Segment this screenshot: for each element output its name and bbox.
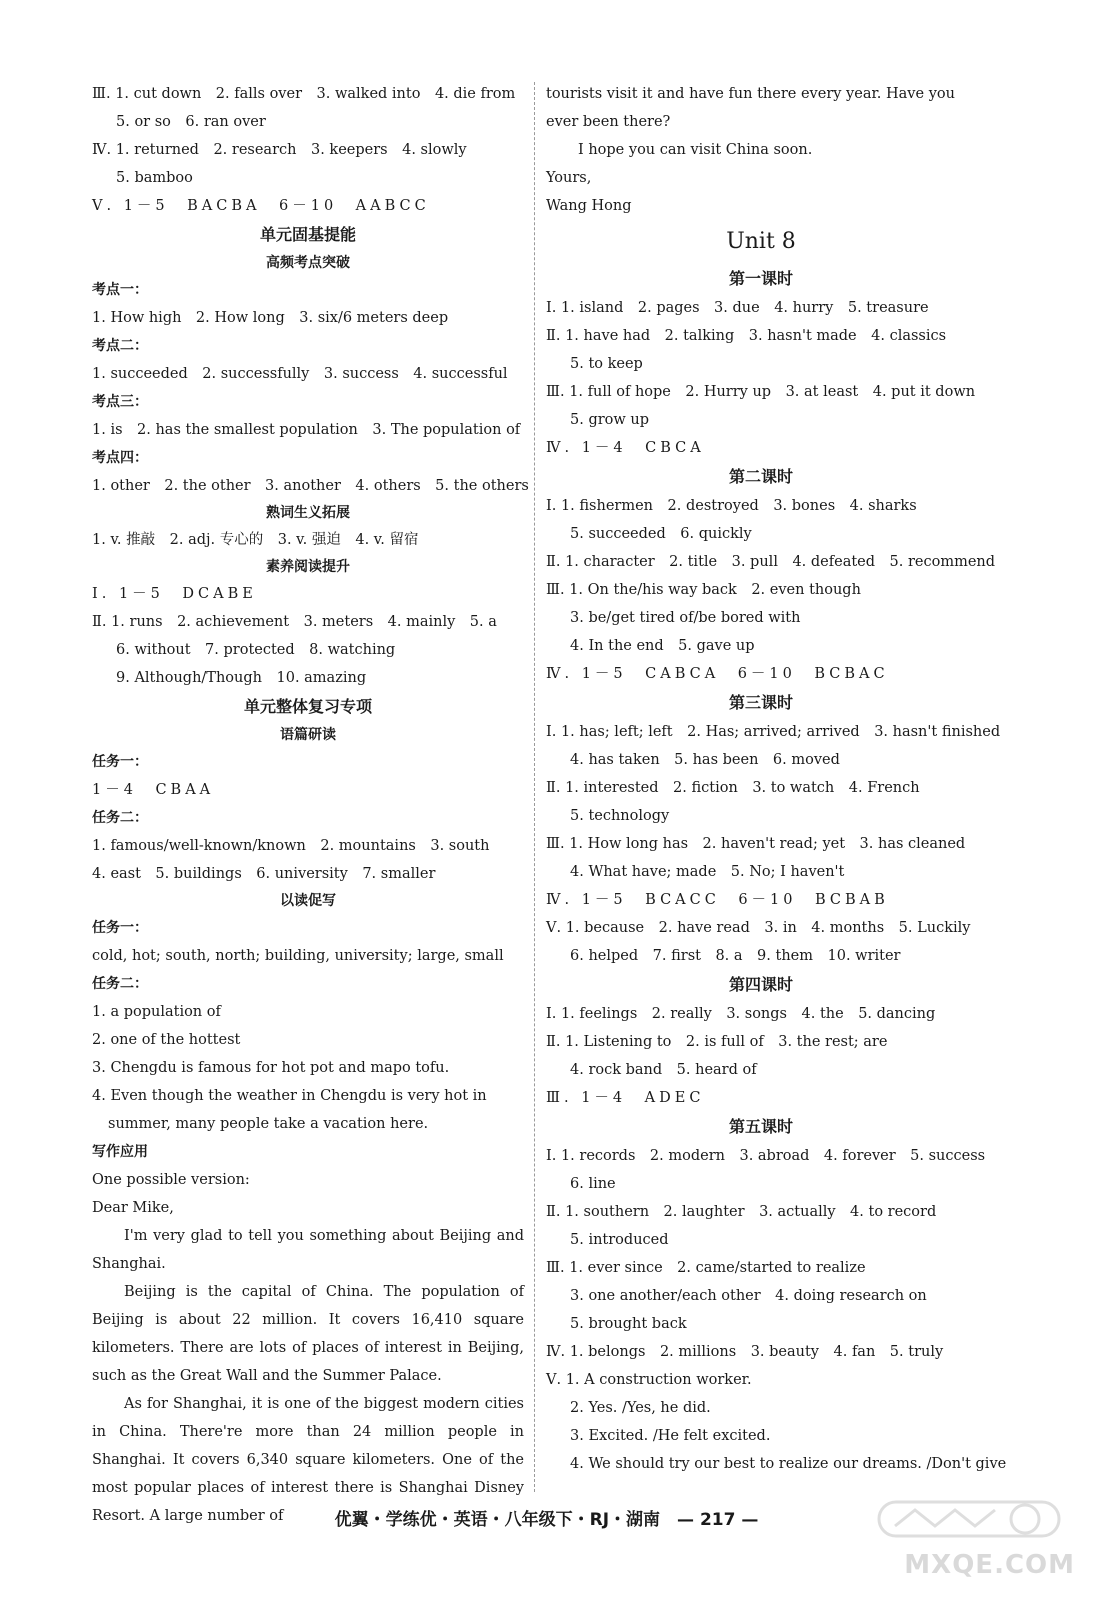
answer-line: 1. famous/well-known/known 2. mountains 3. south — [92, 838, 490, 854]
task-label: 任务一： — [92, 754, 148, 770]
section-heading: 单元固基提能 — [259, 225, 356, 244]
answer-line: 1. other 2. the other 3. another 4. others 5. the others — [92, 478, 529, 494]
answer-line: 6. line — [570, 1176, 616, 1192]
answer-line: 3. one another/each other 4. doing research on — [570, 1288, 927, 1304]
answer-line: 4. What have; made 5. No; I haven't — [570, 864, 845, 880]
answer-line: 3. Excited. /He felt excited. — [570, 1428, 771, 1444]
answer-line: 4. east 5. buildings 6. university 7. smaller — [92, 866, 436, 882]
answer-line: Ⅰ. 1－5 DCABE — [92, 586, 257, 602]
answer-line: Ⅲ. 1. full of hope 2. Hurry up 3. at least 4. put it down — [546, 384, 976, 400]
essay-paragraph: I'm very glad to tell you something about Beijing and Shanghai. — [92, 1228, 524, 1272]
task-label: 任务一： — [92, 920, 148, 936]
answer-line: 5. to keep — [570, 356, 643, 372]
answer-line: 2. Yes. /Yes, he did. — [570, 1400, 711, 1416]
point-label: 考点一： — [92, 282, 148, 298]
essay-paragraph: tourists visit it and have fun there every year. Have you ever been there? — [546, 86, 955, 130]
essay-signature: Wang Hong — [546, 198, 632, 214]
task-label: 任务二： — [92, 810, 148, 826]
answer-line: 1. v. 推敲 2. adj. 专心的 3. v. 强迫 4. v. 留宿 — [92, 532, 419, 548]
answer-line: 5. introduced — [570, 1232, 669, 1248]
answer-line: Ⅱ. 1. have had 2. talking 3. hasn't made 4. classics — [546, 328, 947, 344]
answer-line: 5. succeeded 6. quickly — [570, 526, 752, 542]
answer-line: cold, hot; south, north; building, university; large, small — [92, 948, 504, 964]
unit-title: Unit 8 — [726, 229, 796, 254]
answer-line: 3. be/get tired of/be bored with — [570, 610, 801, 626]
answer-line: 5. bamboo — [116, 170, 193, 186]
left-column — [92, 80, 529, 1530]
answer-line: Ⅲ. 1－4 ADEC — [546, 1090, 705, 1106]
answer-line: 5. brought back — [570, 1316, 687, 1332]
answer-line: Ⅰ. 1. records 2. modern 3. abroad 4. forever 5. success — [546, 1148, 986, 1164]
answer-line: Ⅲ. 1. ever since 2. came/started to realize — [546, 1260, 866, 1276]
answer-line: Ⅱ. 1. character 2. title 3. pull 4. defeated 5. recommend — [546, 554, 996, 570]
answer-line: 4. We should try our best to realize our dreams. /Don't give — [570, 1456, 1007, 1472]
answer-line: Ⅳ. 1. belongs 2. millions 3. beauty 4. fan 5. truly — [546, 1344, 944, 1360]
essay-paragraph: As for Shanghai, it is one of the biggest modern cities in China. There're more than 24 million people in Shanghai. It covers 6,340 square kilometers. One of the most popular places of interest there is Shanghai Disney Resort. A large number of — [92, 1396, 524, 1524]
answer-line: Ⅰ. 1. feelings 2. really 3. songs 4. the 5. dancing — [546, 1006, 936, 1022]
lesson-heading: 第一课时 — [728, 269, 793, 288]
essay-paragraph: I hope you can visit China soon. — [578, 142, 813, 158]
answer-line: Ⅱ. 1. Listening to 2. is full of 3. the rest; are — [546, 1034, 888, 1050]
answer-line: Ⅴ. 1. A construction worker. — [546, 1372, 752, 1388]
section-heading: 单元整体复习专项 — [243, 697, 372, 716]
answer-line: Ⅱ. 1. interested 2. fiction 3. to watch 4. French — [546, 780, 920, 796]
subsection-heading: 熟词生义拓展 — [266, 505, 350, 521]
essay-paragraph: Beijing is the capital of China. The population of Beijing is about 22 million. It covers 16,410 square kilometers. There are lots of places of interest in Beijing, such as the Great Wall and the Summer Palace. — [92, 1284, 524, 1384]
point-label: 考点三： — [92, 394, 148, 410]
answer-line: 4. In the end 5. gave up — [570, 638, 755, 654]
answer-line: Ⅰ. 1. fishermen 2. destroyed 3. bones 4. sharks — [546, 498, 917, 514]
answer-line: Ⅰ. 1. has; left; left 2. Has; arrived; arrived 3. hasn't finished — [546, 724, 1001, 740]
answer-line: 6. helped 7. first 8. a 9. them 10. writer — [570, 948, 901, 964]
subsection-heading: 以读促写 — [280, 893, 336, 909]
answer-line: Ⅱ. 1. southern 2. laughter 3. actually 4. to record — [546, 1204, 937, 1220]
watermark-text: MXQE.COM — [904, 1550, 1075, 1580]
answer-line: 1. a population of — [92, 1004, 221, 1020]
watermark-logo — [865, 1496, 1075, 1580]
page-footer: 优翼・学练优・英语・八年级下・RJ・湖南 — 217 — — [334, 1510, 759, 1530]
answer-line: 9. Although/Though 10. amazing — [116, 670, 367, 686]
column-divider — [534, 82, 535, 1492]
lesson-heading: 第四课时 — [728, 975, 793, 994]
answer-line: 5. grow up — [570, 412, 650, 428]
lesson-heading: 第三课时 — [728, 693, 793, 712]
watermark-badge-icon — [875, 1496, 1065, 1542]
answer-line: 4. Even though the weather in Chengdu is very hot in summer, many people take a vacation here. — [92, 1088, 487, 1132]
answer-line: Ⅳ. 1. returned 2. research 3. keepers 4. slowly — [92, 142, 467, 158]
answer-line: 1－4 CBAA — [92, 782, 215, 798]
answer-line: Ⅲ. 1. cut down 2. falls over 3. walked into 4. die from — [92, 86, 516, 102]
subsection-heading: 语篇研读 — [280, 727, 336, 743]
essay-salutation: Dear Mike, — [92, 1200, 174, 1216]
task-label: 任务二： — [92, 976, 148, 992]
answer-line: Ⅳ. 1－5 BCACC 6－10 BCBAB — [546, 892, 889, 908]
answer-line: Ⅴ. 1－5 BACBA 6－10 AABCC — [92, 198, 430, 214]
answer-line: 3. Chengdu is famous for hot pot and mapo tofu. — [92, 1060, 450, 1076]
essay-closing: Yours, — [546, 170, 592, 186]
subsection-heading: 素养阅读提升 — [266, 559, 350, 575]
point-label: 考点二： — [92, 338, 148, 354]
answer-line: 1. succeeded 2. successfully 3. success 4. successful — [92, 366, 508, 382]
answer-line: Ⅱ. 1. runs 2. achievement 3. meters 4. mainly 5. a — [92, 614, 497, 630]
answer-line: 1. How high 2. How long 3. six/6 meters deep — [92, 310, 449, 326]
answer-line: Ⅳ. 1－4 CBCA — [546, 440, 705, 456]
writing-label: 写作应用 — [92, 1144, 148, 1160]
answer-line: 5. or so 6. ran over — [116, 114, 266, 130]
answer-line: 6. without 7. protected 8. watching — [116, 642, 396, 658]
answer-line: 2. one of the hottest — [92, 1032, 241, 1048]
answer-line: Ⅴ. 1. because 2. have read 3. in 4. months 5. Luckily — [546, 920, 971, 936]
answer-line: 1. is 2. has the smallest population 3. The population of — [92, 422, 521, 438]
essay-intro: One possible version: — [92, 1172, 250, 1188]
answer-line: Ⅲ. 1. How long has 2. haven't read; yet 3. has cleaned — [546, 836, 966, 852]
answer-line: 4. rock band 5. heard of — [570, 1062, 757, 1078]
subsection-heading: 高频考点突破 — [266, 255, 350, 271]
answer-line: 5. technology — [570, 808, 670, 824]
answer-line: Ⅲ. 1. On the/his way back 2. even though — [546, 582, 861, 598]
lesson-heading: 第五课时 — [728, 1117, 793, 1136]
answer-line: Ⅰ. 1. island 2. pages 3. due 4. hurry 5. treasure — [546, 300, 929, 316]
right-column — [546, 80, 1007, 1478]
lesson-heading: 第二课时 — [728, 467, 793, 486]
answer-line: 4. has taken 5. has been 6. moved — [570, 752, 840, 768]
point-label: 考点四： — [92, 450, 148, 466]
answer-line: Ⅳ. 1－5 CABCA 6－10 BCBAC — [546, 666, 889, 682]
